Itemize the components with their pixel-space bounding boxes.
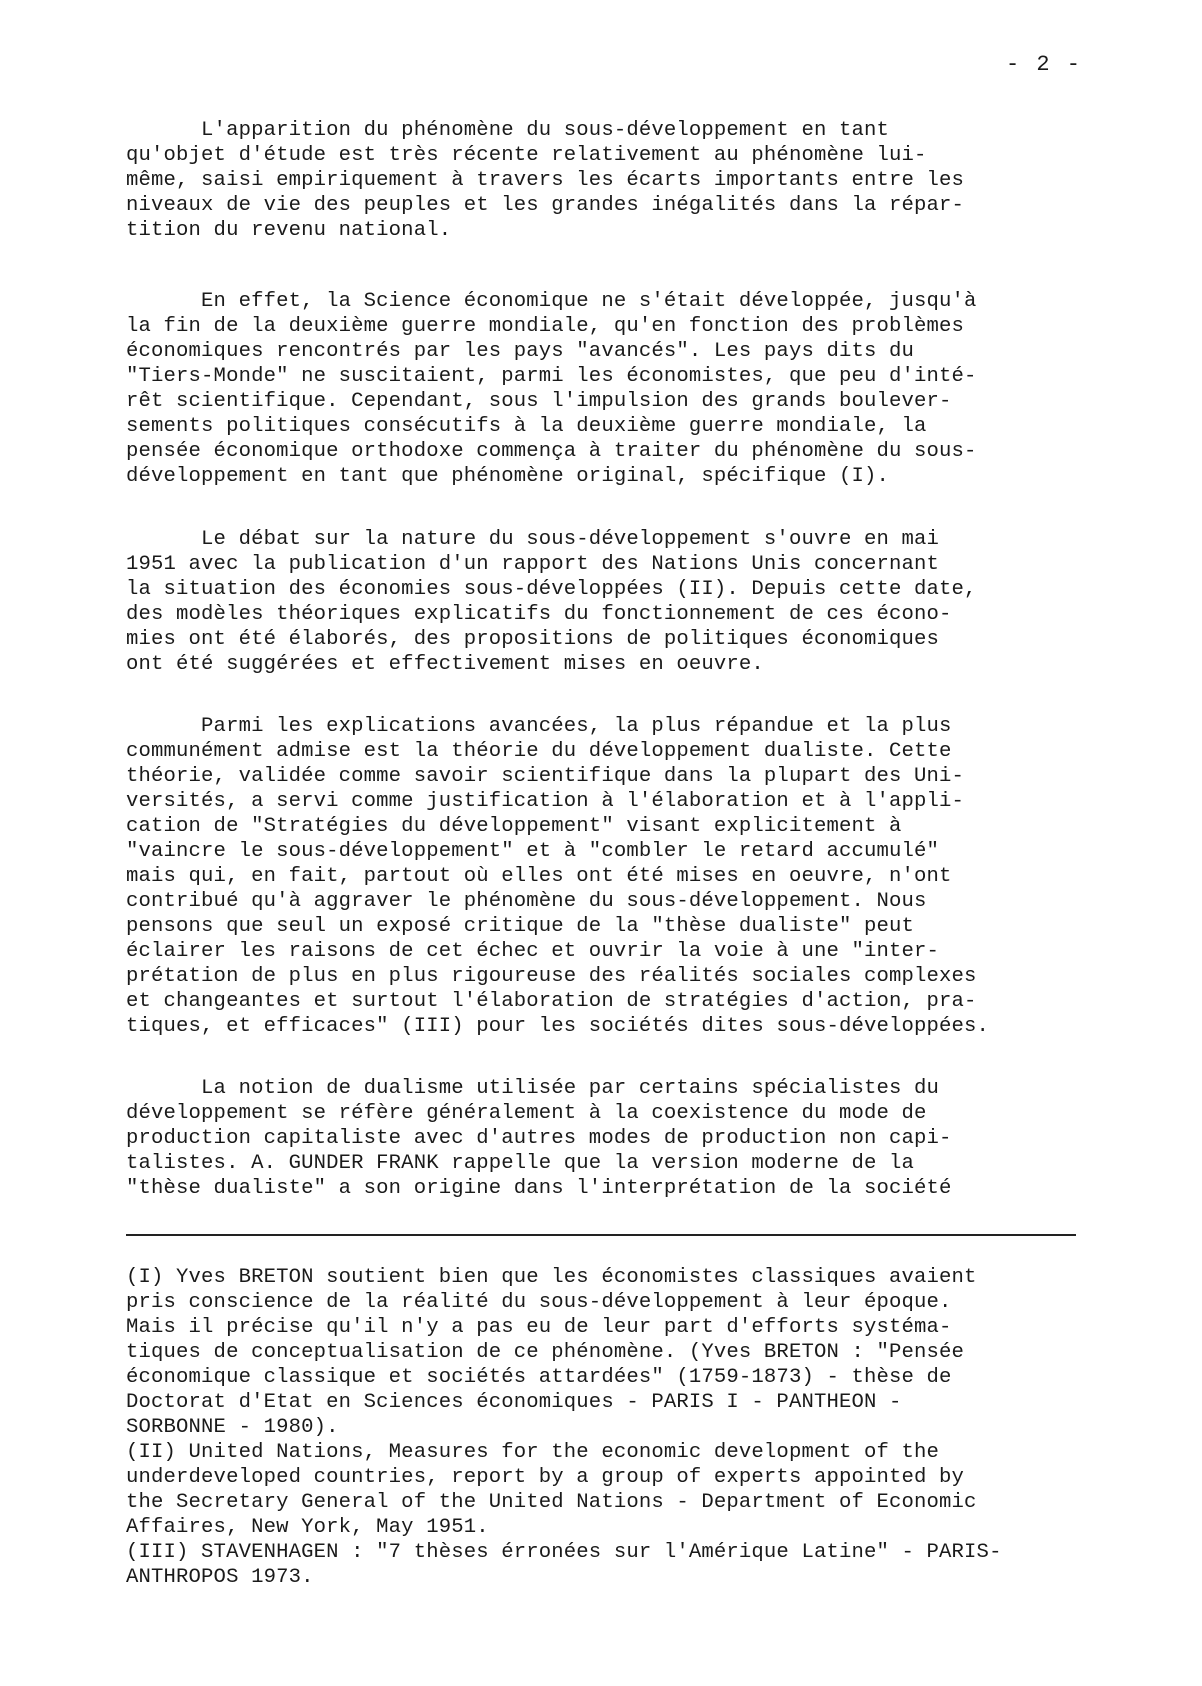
body-line: développement en tant que phénomène original, spécifique (I).	[126, 465, 890, 488]
body-line: En effet, la Science économique ne s'était développée, jusqu'à	[126, 290, 977, 313]
body-line: des modèles théoriques explicatifs du fonctionnement de ces écono-	[126, 603, 952, 626]
body-line: versités, a servi comme justification à l'élaboration et à l'appli-	[126, 790, 965, 813]
body-line: Parmi les explications avancées, la plus répandue et la plus	[126, 715, 952, 738]
body-line: même, saisi empiriquement à travers les écarts importants entre les	[126, 169, 965, 192]
body-line: pensée économique orthodoxe commença à traiter du phénomène du sous-	[126, 440, 977, 463]
body-line: théorie, validée comme savoir scientifique dans la plupart des Uni-	[126, 765, 965, 788]
body-line: mies ont été élaborés, des propositions de politiques économiques	[126, 628, 940, 651]
body-line: éclairer les raisons de cet échec et ouvrir la voie à une "inter-	[126, 940, 940, 963]
body-line: sements politiques consécutifs à la deuxième guerre mondiale, la	[126, 415, 927, 438]
body-line: et changeantes et surtout l'élaboration de stratégies d'action, pra-	[126, 990, 977, 1013]
body-line: L'apparition du phénomène du sous-développement en tant	[126, 119, 890, 142]
body-line: 1951 avec la publication d'un rapport des Nations Unis concernant	[126, 553, 940, 576]
footnote-line: (I) Yves BRETON soutient bien que les économistes classiques avaient	[126, 1266, 977, 1289]
body-line: Le débat sur la nature du sous-développement s'ouvre en mai	[126, 528, 940, 551]
footnote-line: (II) United Nations, Measures for the economic development of the	[126, 1441, 940, 1464]
body-line: tition du revenu national.	[126, 219, 452, 242]
body-line: "vaincre le sous-développement" et à "combler le retard accumulé"	[126, 840, 940, 863]
body-line: rêt scientifique. Cependant, sous l'impulsion des grands boulever-	[126, 390, 952, 413]
footnote-line: Affaires, New York, May 1951.	[126, 1516, 489, 1539]
body-line: "Tiers-Monde" ne suscitaient, parmi les économistes, que peu d'inté-	[126, 365, 977, 388]
body-line: La notion de dualisme utilisée par certains spécialistes du	[126, 1077, 940, 1100]
footnote-line: underdeveloped countries, report by a group of experts appointed by	[126, 1466, 965, 1489]
body-line: contribué qu'à aggraver le phénomène du sous-développement. Nous	[126, 890, 927, 913]
body-line: prétation de plus en plus rigoureuse des réalités sociales complexes	[126, 965, 977, 988]
body-line: niveaux de vie des peuples et les grandes inégalités dans la répar-	[126, 194, 965, 217]
footnote-line: tiques de conceptualisation de ce phénomène. (Yves BRETON : "Pensée	[126, 1341, 965, 1364]
body-line: production capitaliste avec d'autres modes de production non capi-	[126, 1127, 952, 1150]
footnote-separator	[126, 1234, 1076, 1236]
footnote-line: the Secretary General of the United Nations - Department of Economic	[126, 1491, 977, 1514]
footnote-line: SORBONNE - 1980).	[126, 1416, 339, 1439]
body-line: talistes. A. GUNDER FRANK rappelle que la version moderne de la	[126, 1152, 915, 1175]
footnote-line: économique classique et sociétés attardées" (1759-1873) - thèse de	[126, 1366, 952, 1389]
body-line: tiques, et efficaces" (III) pour les sociétés dites sous-développées.	[126, 1015, 990, 1038]
body-line: mais qui, en fait, partout où elles ont été mises en oeuvre, n'ont	[126, 865, 952, 888]
body-line: qu'objet d'étude est très récente relativement au phénomène lui-	[126, 144, 927, 167]
body-line: la fin de la deuxième guerre mondiale, qu'en fonction des problèmes	[126, 315, 965, 338]
footnote-line: Doctorat d'Etat en Sciences économiques - PARIS I - PANTHEON -	[126, 1391, 902, 1414]
footnote-line: ANTHROPOS 1973.	[126, 1566, 314, 1589]
body-line: pensons que seul un exposé critique de la "thèse dualiste" peut	[126, 915, 915, 938]
body-line: "thèse dualiste" a son origine dans l'interprétation de la société	[126, 1177, 952, 1200]
footnote-line: Mais il précise qu'il n'y a pas eu de leur part d'efforts systéma-	[126, 1316, 952, 1339]
body-line: développement se réfère généralement à la coexistence du mode de	[126, 1102, 927, 1125]
body-line: cation de "Stratégies du développement" visant explicitement à	[126, 815, 902, 838]
page-number: - 2 -	[1006, 52, 1083, 77]
body-line: communément admise est la théorie du développement dualiste. Cette	[126, 740, 952, 763]
footnote-line: pris conscience de la réalité du sous-développement à leur époque.	[126, 1291, 952, 1314]
body-line: économiques rencontrés par les pays "avancés". Les pays dits du	[126, 340, 915, 363]
footnote-line: (III) STAVENHAGEN : "7 thèses érronées sur l'Amérique Latine" - PARIS-	[126, 1541, 1002, 1564]
body-line: la situation des économies sous-développées (II). Depuis cette date,	[126, 578, 977, 601]
body-line: ont été suggérées et effectivement mises en oeuvre.	[126, 653, 764, 676]
